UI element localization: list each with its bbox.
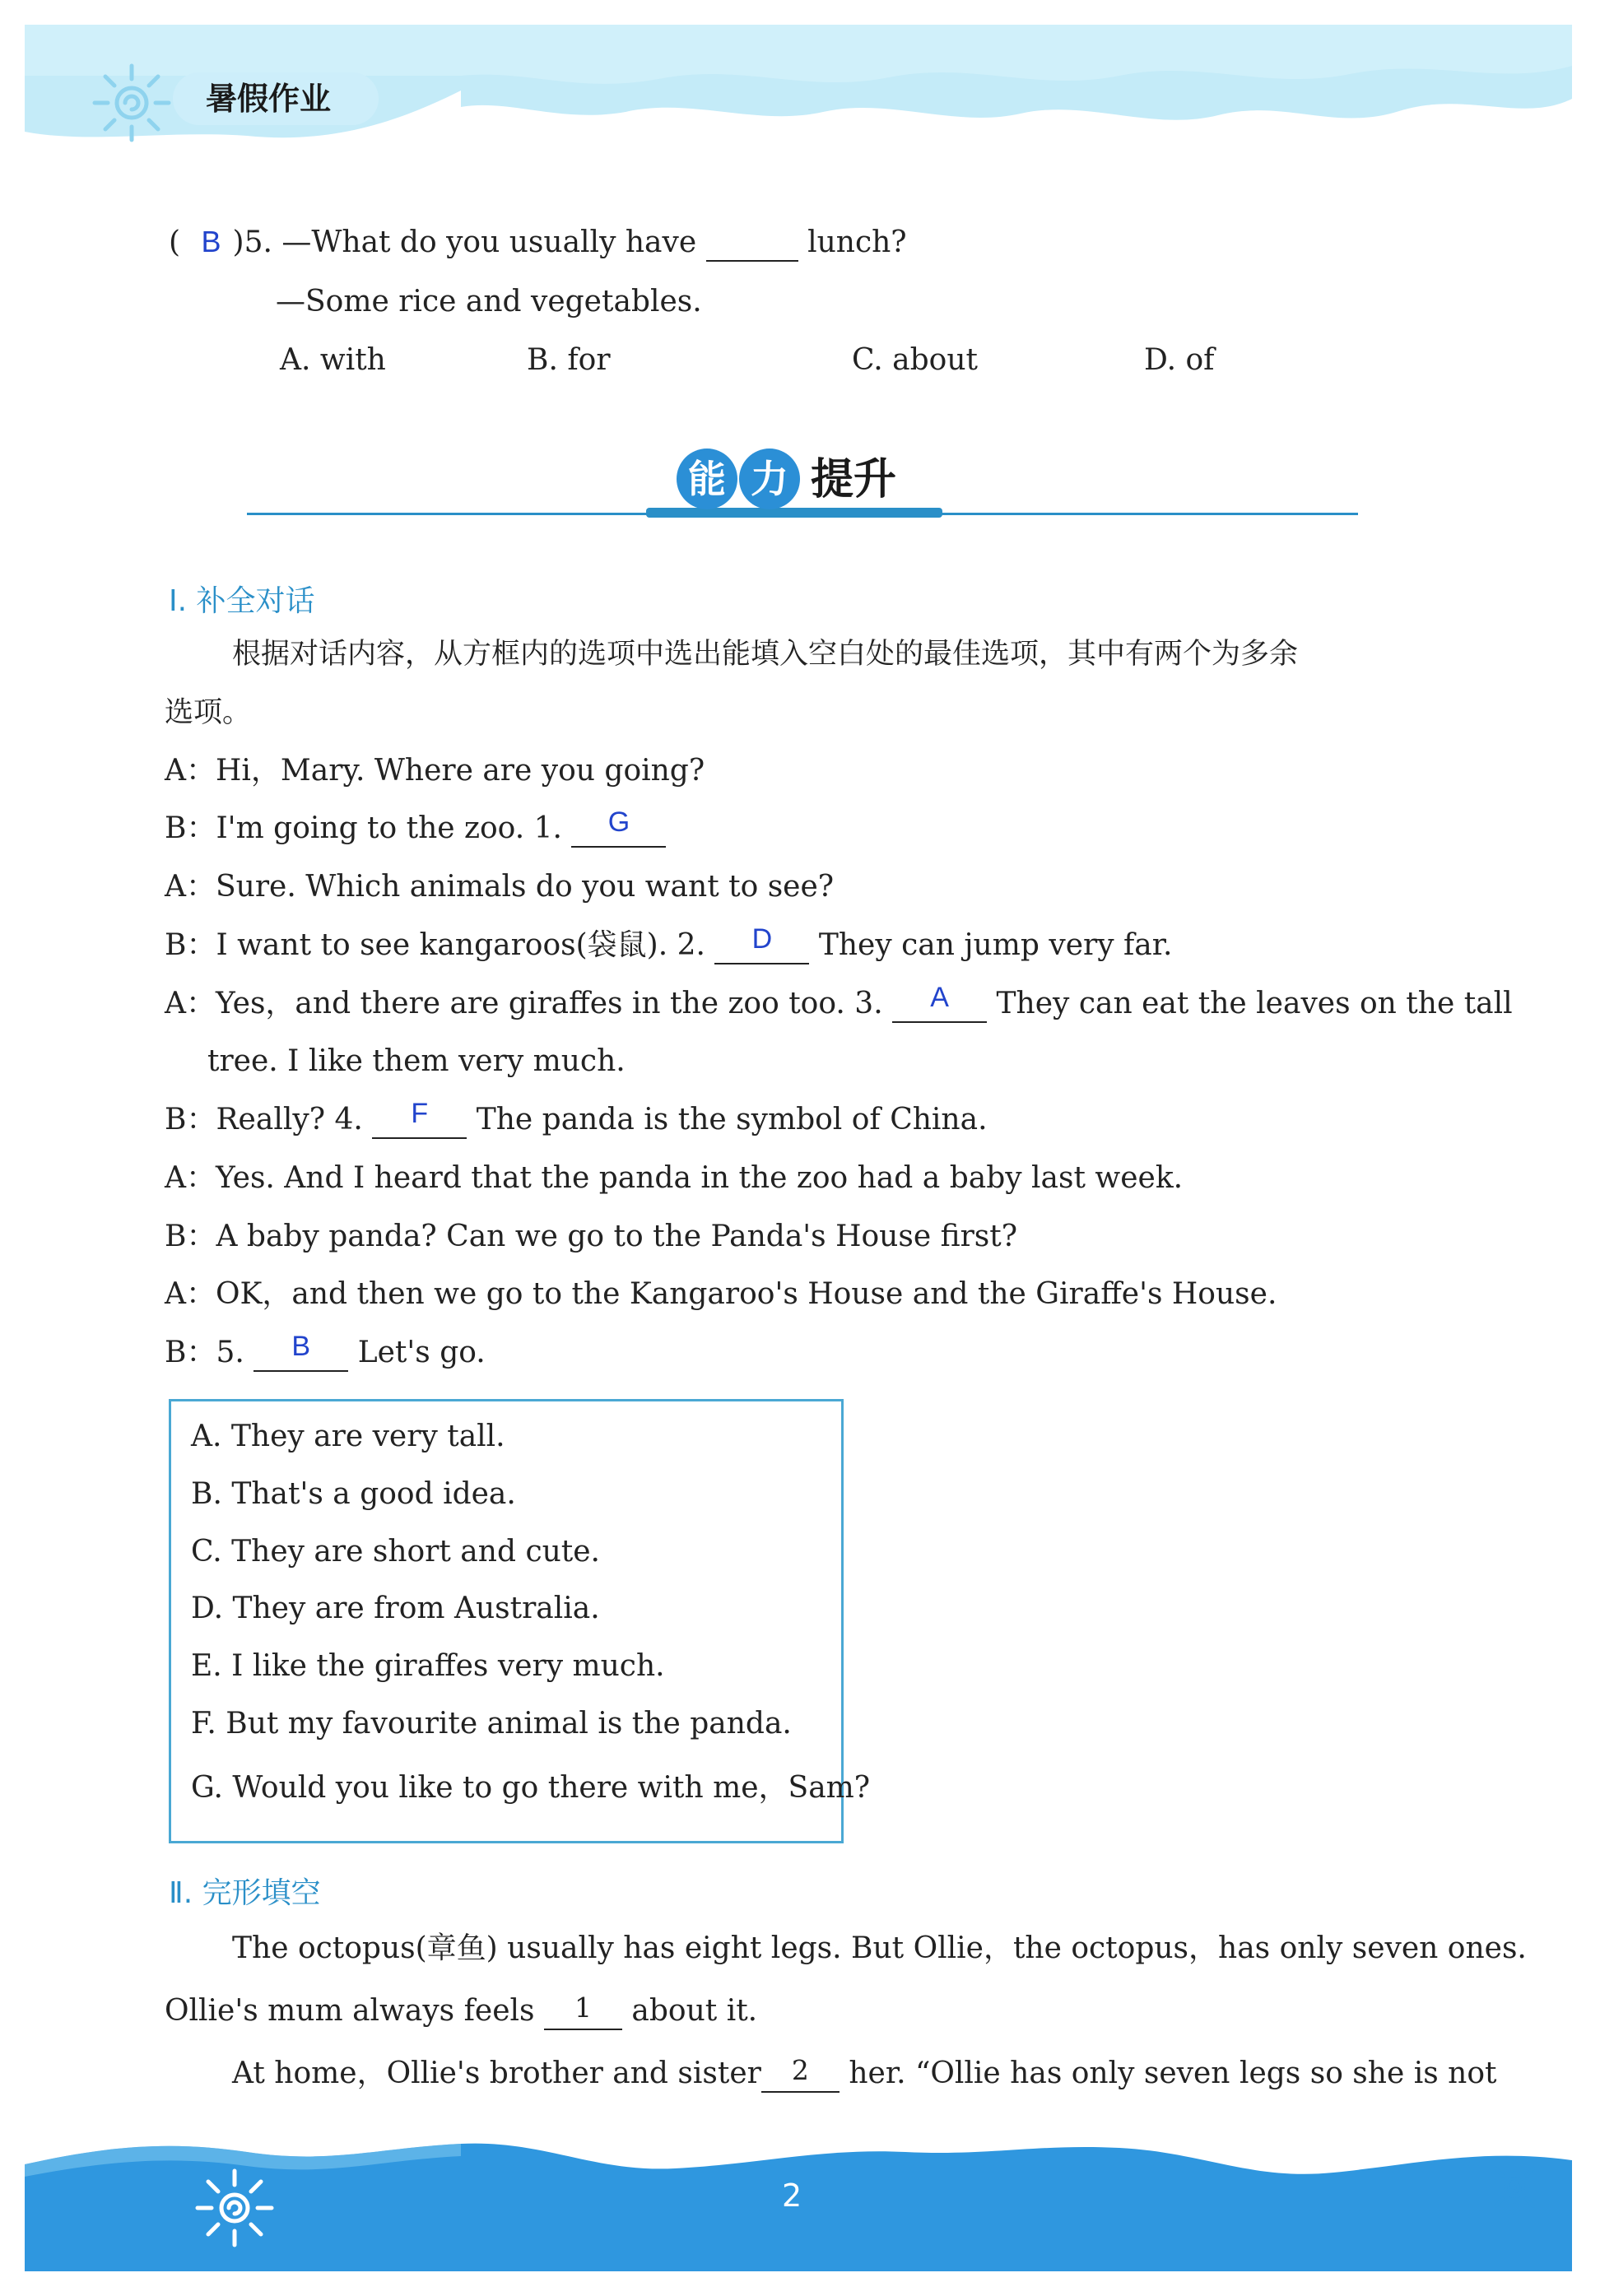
cloze-blank-2 — [761, 2056, 840, 2093]
q5-option-b: B. for — [527, 343, 611, 377]
option-g: G. Would you like to go there with me，Sam? — [191, 1771, 871, 1805]
cloze-blank-1-number: 1 — [574, 1992, 592, 2024]
sun-icon-bottom-right — [1481, 2154, 1547, 2220]
option-b: B. That's a good idea. — [191, 1477, 516, 1511]
section-banner-underbar — [646, 508, 942, 518]
option-c: C. They are short and cute. — [191, 1535, 601, 1569]
dialogue-line-7-post: The panda is the symbol of China. — [476, 1103, 988, 1136]
option-f: F. But my favourite animal is the panda. — [191, 1707, 792, 1741]
banner-char-2: 力 — [739, 449, 800, 509]
part2-p3-text: At home，Ollie's brother and sister — [232, 2057, 761, 2090]
q5-option-a: A. with — [280, 343, 386, 377]
part2-paragraph-2 — [165, 1993, 757, 2030]
dialogue-line-5-post: They can eat the leaves on the tall — [996, 987, 1513, 1020]
blank-4-answer: F — [411, 1098, 429, 1129]
dialogue-line-9: B：A baby panda? Can we go to the Panda's House first? — [165, 1220, 1018, 1253]
blank-2 — [714, 923, 809, 964]
q5-paren-open: ( — [169, 225, 181, 259]
dialogue-line-1: A：Hi，Mary. Where are you going? — [165, 754, 705, 788]
q5-response: —Some rice and vegetables. — [276, 285, 702, 318]
dialogue-line-6: tree. I like them very much. — [207, 1044, 626, 1078]
q5-option-d: D. of — [1144, 343, 1215, 377]
dialogue-line-4-post: They can jump very far. — [818, 928, 1173, 962]
part1-instruction-line2: 选项。 — [165, 696, 252, 729]
blank-5 — [253, 1331, 348, 1372]
q5-line — [169, 224, 907, 262]
blank-5-answer: B — [291, 1331, 311, 1362]
part2-p3-post: her. “Ollie has only seven legs so she is not — [849, 2057, 1497, 2090]
blank-1-answer: G — [607, 806, 630, 838]
sun-icon-bottom-left — [189, 2163, 280, 2253]
option-e: E. I like the giraffes very much. — [191, 1649, 665, 1683]
part2-paragraph-1: The octopus(章鱼) usually has eight legs. But Ollie，the octopus，has only seven ones. — [232, 1931, 1527, 1965]
part2-p2-text: Ollie's mum always feels — [165, 1994, 535, 2028]
q5-blank — [706, 225, 798, 262]
blank-2-answer: D — [751, 923, 773, 955]
cloze-blank-1 — [544, 1993, 622, 2030]
dialogue-line-3: A：Sure. Which animals do you want to see? — [165, 870, 835, 904]
q5-question-a: —What do you usually have — [281, 225, 697, 259]
blank-3-answer: A — [930, 982, 949, 1013]
part1-title: Ⅰ. 补全对话 — [169, 584, 315, 618]
dialogue-line-4-text: B：I want to see kangaroos(袋鼠). 2. — [165, 928, 705, 962]
blank-1 — [571, 806, 666, 848]
part2-paragraph-3 — [232, 2056, 1496, 2093]
part1-instruction-line1: 根据对话内容，从方框内的选项中选出能填入空白处的最佳选项，其中有两个为多余 — [232, 638, 1299, 671]
sun-icon — [86, 58, 177, 148]
dialogue-line-2-text: B：I'm going to the zoo. 1. — [165, 811, 562, 845]
banner-char-1: 能 — [677, 449, 737, 509]
dialogue-line-11-post: Let's go. — [357, 1336, 486, 1369]
dialogue-line-10: A：OK，and then we go to the Kangaroo's House and the Giraffe's House. — [165, 1277, 1277, 1311]
dialogue-line-8: A：Yes. And I heard that the panda in the zoo had a baby last week. — [165, 1161, 1184, 1195]
q5-question-b: lunch? — [807, 225, 907, 259]
header-tab: 暑假作业 — [173, 72, 379, 125]
part2-p2-post: about it. — [631, 1994, 758, 2028]
part2-title: Ⅱ. 完形填空 — [169, 1876, 321, 1910]
dialogue-line-7-text: B：Really? 4. — [165, 1103, 363, 1136]
dialogue-line-5 — [165, 982, 1513, 1023]
dialogue-line-2 — [165, 806, 666, 848]
q5-paren-close: ) — [232, 225, 244, 259]
dialogue-line-11-text: B：5. — [165, 1336, 244, 1369]
dialogue-line-4 — [165, 923, 1173, 964]
q5-answer: B — [201, 225, 221, 258]
option-a: A. They are very tall. — [191, 1420, 505, 1453]
blank-3 — [892, 982, 987, 1023]
q5-number: 5. — [244, 225, 272, 259]
options-box — [169, 1399, 871, 1843]
banner-title: 提升 — [811, 455, 897, 504]
cloze-blank-2-number: 2 — [791, 2054, 809, 2086]
dialogue-line-5-text: A：Yes，and there are giraffes in the zoo too. 3. — [165, 987, 883, 1020]
option-d: D. They are from Australia. — [191, 1592, 600, 1625]
blank-4 — [372, 1098, 467, 1139]
dialogue-line-7 — [165, 1098, 988, 1139]
dialogue-line-11 — [165, 1331, 486, 1372]
q5-option-c: C. about — [852, 343, 978, 377]
page-number: 2 — [782, 2177, 802, 2214]
